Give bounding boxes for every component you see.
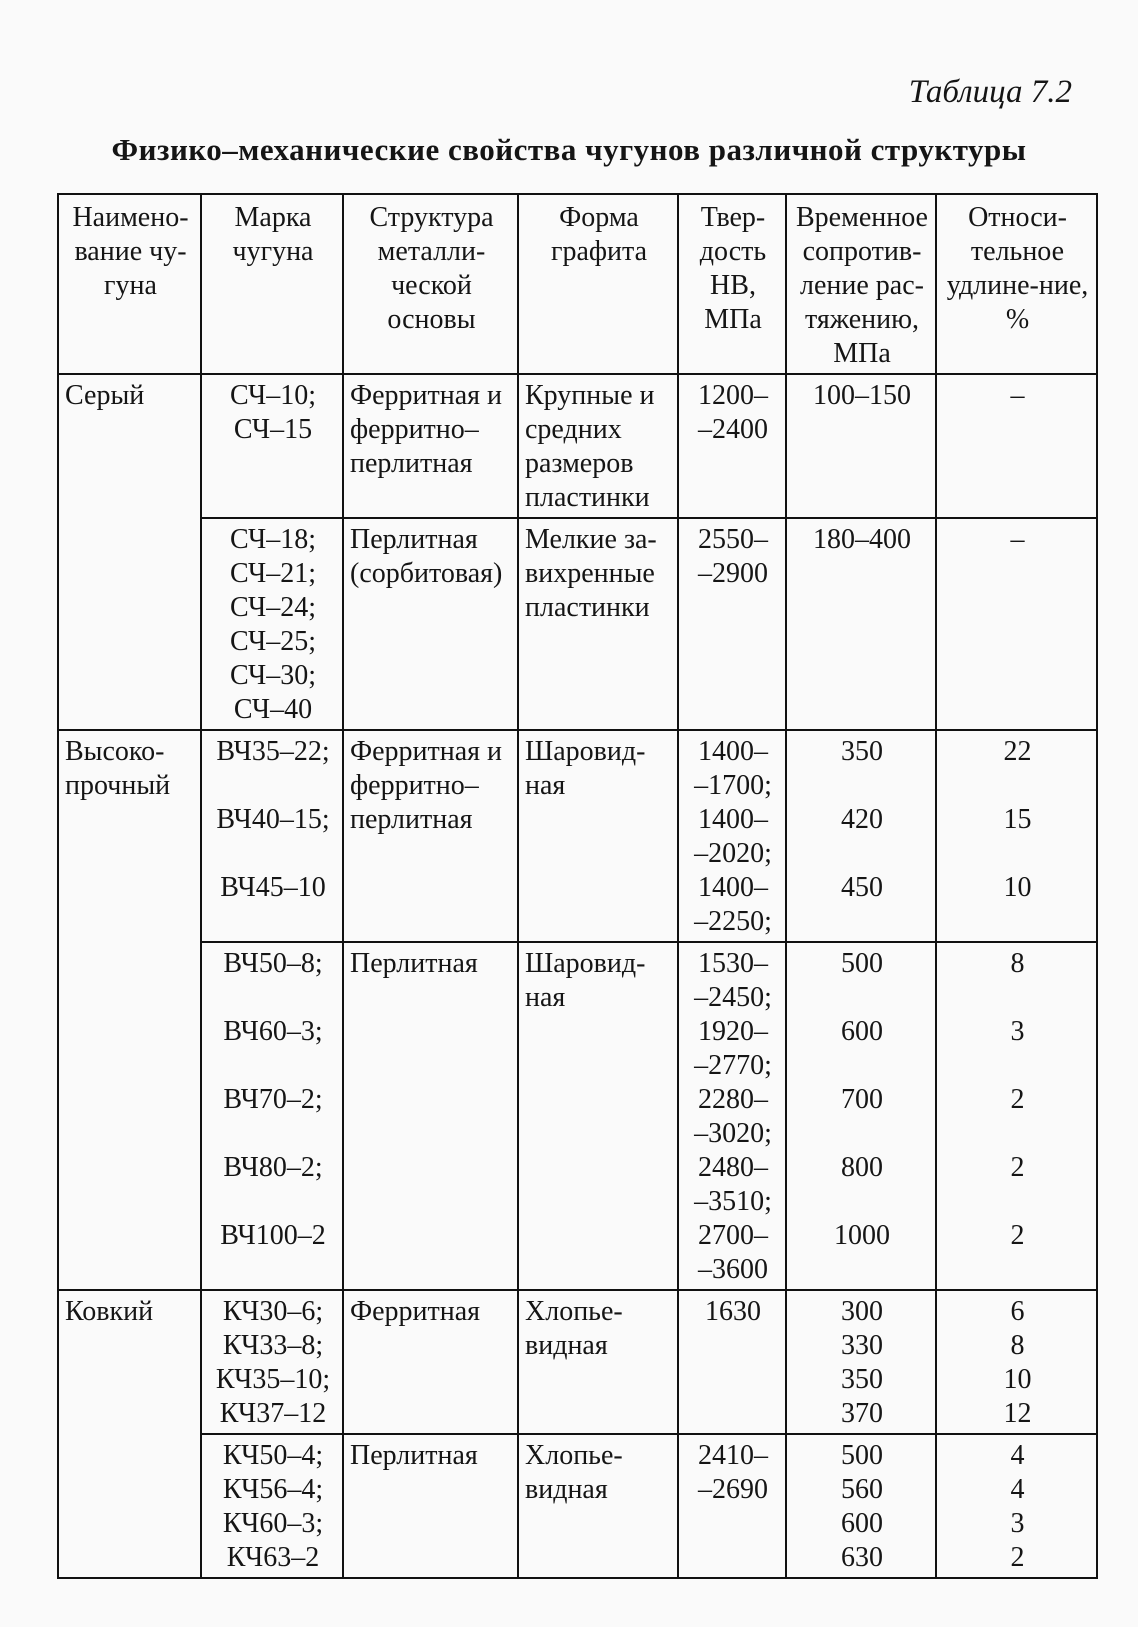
cell-elongation-line: 8 [1010, 1330, 1025, 1361]
cell-grade [201, 1290, 343, 1434]
table-body [58, 374, 1097, 1578]
cell-hardness-line: –2250; [694, 906, 772, 937]
cell-graphite: Мелкие за-вихренные пластинки [518, 518, 678, 730]
table-row [58, 942, 1097, 1290]
cell-grade-line: КЧ63–2 [226, 1542, 320, 1573]
cell-grade-line [208, 1049, 338, 1083]
cell-strength [786, 518, 936, 730]
cell-elongation-line: 12 [1003, 1398, 1032, 1429]
cell-structure: Перлитная [343, 1434, 518, 1578]
properties-table [57, 193, 1098, 1579]
cell-strength-line [793, 769, 931, 803]
cell-hardness [678, 1434, 786, 1578]
cell-grade-line: СЧ–15 [233, 414, 313, 445]
cell-grade-line: КЧ37–12 [219, 1398, 327, 1429]
cell-elongation-line: – [1010, 380, 1025, 411]
cell-grade-line: ВЧ60–3; [223, 1016, 323, 1047]
cell-name: Серый [58, 374, 201, 518]
cell-hardness-line: –2690 [698, 1474, 768, 1505]
cell-grade-line [208, 837, 338, 871]
cell-hardness-line: –1700; [694, 770, 772, 801]
cell-grade-line [208, 981, 338, 1015]
cell-hardness-line: –2900 [698, 558, 768, 589]
header-name: Наимено-вание чу-гуна [58, 194, 201, 374]
cell-strength-line: 600 [841, 1508, 883, 1539]
cell-elongation-line: 3 [1010, 1508, 1025, 1539]
cell-elongation-line: 10 [1003, 872, 1032, 903]
cell-strength-line [793, 1117, 931, 1151]
table-row [58, 1290, 1097, 1434]
cell-strength [786, 1434, 936, 1578]
table-caption: Таблица 7.2 [908, 74, 1072, 110]
cell-grade-line [208, 1185, 338, 1219]
cell-elongation [936, 518, 1097, 730]
cell-strength-line: 350 [841, 736, 883, 767]
cell-grade-line: ВЧ70–2; [223, 1084, 323, 1115]
header-grade: Марка чугуна [201, 194, 343, 374]
cell-elongation [936, 374, 1097, 518]
cell-strength [786, 730, 936, 942]
cell-grade-line: СЧ–24; [230, 592, 316, 623]
cell-hardness-line: 1530– [698, 948, 768, 979]
header-strength: Временное сопротив-ление рас-тяжению, МПа [786, 194, 936, 374]
cell-hardness [678, 518, 786, 730]
cell-elongation-line: 8 [1010, 948, 1025, 979]
cell-strength-line: 350 [841, 1364, 883, 1395]
cell-strength-line: 700 [841, 1084, 883, 1115]
cell-elongation [936, 1290, 1097, 1434]
cell-strength-line: 500 [841, 1440, 883, 1471]
cell-grade-line: ВЧ50–8; [223, 948, 323, 979]
cell-elongation-line: – [1010, 524, 1025, 555]
cell-elongation-line [943, 837, 1092, 871]
cell-hardness-line: 1400– [698, 872, 768, 903]
cell-name [58, 942, 201, 1290]
table-row [58, 730, 1097, 942]
header-elongation: Относи-тельное удлине-ние, % [936, 194, 1097, 374]
cell-name [58, 518, 201, 730]
cell-hardness-line: 2700– [698, 1220, 768, 1251]
cell-name: Высоко-прочный [58, 730, 201, 942]
cell-grade-line: ВЧ45–10 [220, 872, 326, 903]
cell-elongation-line: 2 [1010, 1220, 1025, 1251]
cell-graphite: Крупные и средних размеров пластинки [518, 374, 678, 518]
cell-graphite: Шаровид-ная [518, 942, 678, 1290]
cell-name: Ковкий [58, 1290, 201, 1434]
cell-grade-line: КЧ60–3; [222, 1508, 324, 1539]
cell-hardness-line: 1200– [698, 380, 768, 411]
cell-elongation-line [943, 981, 1092, 1015]
cell-strength-line: 180–400 [813, 524, 911, 555]
cell-elongation-line: 6 [1010, 1296, 1025, 1327]
cell-elongation-line: 4 [1010, 1474, 1025, 1505]
cell-hardness-line: 2280– [698, 1084, 768, 1115]
cell-strength-line [793, 837, 931, 871]
cell-hardness [678, 374, 786, 518]
cell-elongation-line [943, 1185, 1092, 1219]
cell-elongation [936, 1434, 1097, 1578]
cell-grade-line: СЧ–30; [230, 660, 316, 691]
cell-strength-line [793, 981, 931, 1015]
header-row [58, 194, 1097, 374]
cell-elongation [936, 942, 1097, 1290]
cell-strength-line [793, 1185, 931, 1219]
cell-hardness-line: –3600 [698, 1254, 768, 1285]
cell-strength [786, 374, 936, 518]
cell-hardness-line: –3020; [694, 1118, 772, 1149]
cell-structure: Ферритная и ферритно–перлитная [343, 374, 518, 518]
cell-grade-line: КЧ33–8; [222, 1330, 324, 1361]
cell-strength-line: 330 [841, 1330, 883, 1361]
cell-strength-line: 100–150 [813, 380, 911, 411]
cell-hardness-line: 1920– [698, 1016, 768, 1047]
cell-structure: Перлитная [343, 942, 518, 1290]
cell-hardness-line: –2450; [694, 982, 772, 1013]
cell-grade-line: ВЧ100–2 [220, 1220, 326, 1251]
cell-grade [201, 942, 343, 1290]
cell-strength-line: 1000 [834, 1220, 890, 1251]
cell-elongation-line [943, 1117, 1092, 1151]
cell-elongation [936, 730, 1097, 942]
header-graphite: Форма графита [518, 194, 678, 374]
cell-strength-line: 600 [841, 1016, 883, 1047]
cell-strength-line [793, 1049, 931, 1083]
table-row [58, 518, 1097, 730]
table-title: Физико–механические свойства чугунов различной структуры [111, 132, 1027, 167]
cell-elongation-line: 3 [1010, 1016, 1025, 1047]
cell-hardness-line: 1400– [698, 736, 768, 767]
cell-elongation-line: 15 [1003, 804, 1032, 835]
cell-structure: Ферритная [343, 1290, 518, 1434]
cell-grade [201, 730, 343, 942]
cell-strength-line: 560 [841, 1474, 883, 1505]
cell-hardness-line: 2480– [698, 1152, 768, 1183]
cell-strength-line: 450 [841, 872, 883, 903]
cell-hardness-line: –2770; [694, 1050, 772, 1081]
cell-hardness-line: 2550– [698, 524, 768, 555]
cell-strength [786, 1290, 936, 1434]
cell-grade [201, 518, 343, 730]
cell-hardness [678, 730, 786, 942]
cell-hardness-line: 1400– [698, 804, 768, 835]
cell-hardness-line: 2410– [698, 1440, 768, 1471]
cell-strength-line: 500 [841, 948, 883, 979]
cell-elongation-line: 2 [1010, 1084, 1025, 1115]
cell-elongation-line: 4 [1010, 1440, 1025, 1471]
cell-grade-line [208, 769, 338, 803]
cell-hardness-line: 1630 [705, 1296, 761, 1327]
cell-grade [201, 1434, 343, 1578]
cell-grade [201, 374, 343, 518]
cell-elongation-line: 22 [1003, 736, 1032, 767]
cell-elongation-line: 2 [1010, 1152, 1025, 1183]
table-row [58, 374, 1097, 518]
cell-grade-line: КЧ35–10; [215, 1364, 331, 1395]
cell-strength-line: 370 [841, 1398, 883, 1429]
cell-name [58, 1434, 201, 1578]
cell-grade-line: ВЧ80–2; [223, 1152, 323, 1183]
cell-elongation-line [943, 769, 1092, 803]
cell-grade-line: КЧ30–6; [222, 1296, 324, 1327]
cell-grade-line: КЧ56–4; [222, 1474, 324, 1505]
cell-graphite: Хлопье-видная [518, 1434, 678, 1578]
cell-grade-line: СЧ–10; [230, 380, 316, 411]
cell-strength-line: 420 [841, 804, 883, 835]
cell-grade-line: СЧ–40 [233, 694, 313, 725]
header-structure: Структура металли-ческой основы [343, 194, 518, 374]
cell-graphite: Хлопье-видная [518, 1290, 678, 1434]
cell-elongation-line: 2 [1010, 1542, 1025, 1573]
cell-structure: Перлитная (сорбитовая) [343, 518, 518, 730]
cell-grade-line: КЧ50–4; [222, 1440, 324, 1471]
cell-grade-line: ВЧ35–22; [216, 736, 330, 767]
cell-elongation-line: 10 [1003, 1364, 1032, 1395]
cell-hardness-line: –2400 [698, 414, 768, 445]
cell-hardness-line: –3510; [694, 1186, 772, 1217]
cell-strength [786, 942, 936, 1290]
cell-graphite: Шаровид-ная [518, 730, 678, 942]
cell-strength-line: 630 [841, 1542, 883, 1573]
cell-grade-line [208, 1117, 338, 1151]
table-row [58, 1434, 1097, 1578]
header-hardness: Твер-дость НВ, МПа [678, 194, 786, 374]
cell-structure: Ферритная и ферритно–перлитная [343, 730, 518, 942]
cell-hardness [678, 1290, 786, 1434]
cell-hardness-line: –2020; [694, 838, 772, 869]
cell-grade-line: СЧ–21; [230, 558, 316, 589]
cell-strength-line: 300 [841, 1296, 883, 1327]
cell-grade-line: СЧ–18; [230, 524, 316, 555]
cell-elongation-line [943, 1049, 1092, 1083]
cell-strength-line: 800 [841, 1152, 883, 1183]
cell-grade-line: ВЧ40–15; [216, 804, 330, 835]
cell-hardness [678, 942, 786, 1290]
cell-grade-line: СЧ–25; [230, 626, 316, 657]
